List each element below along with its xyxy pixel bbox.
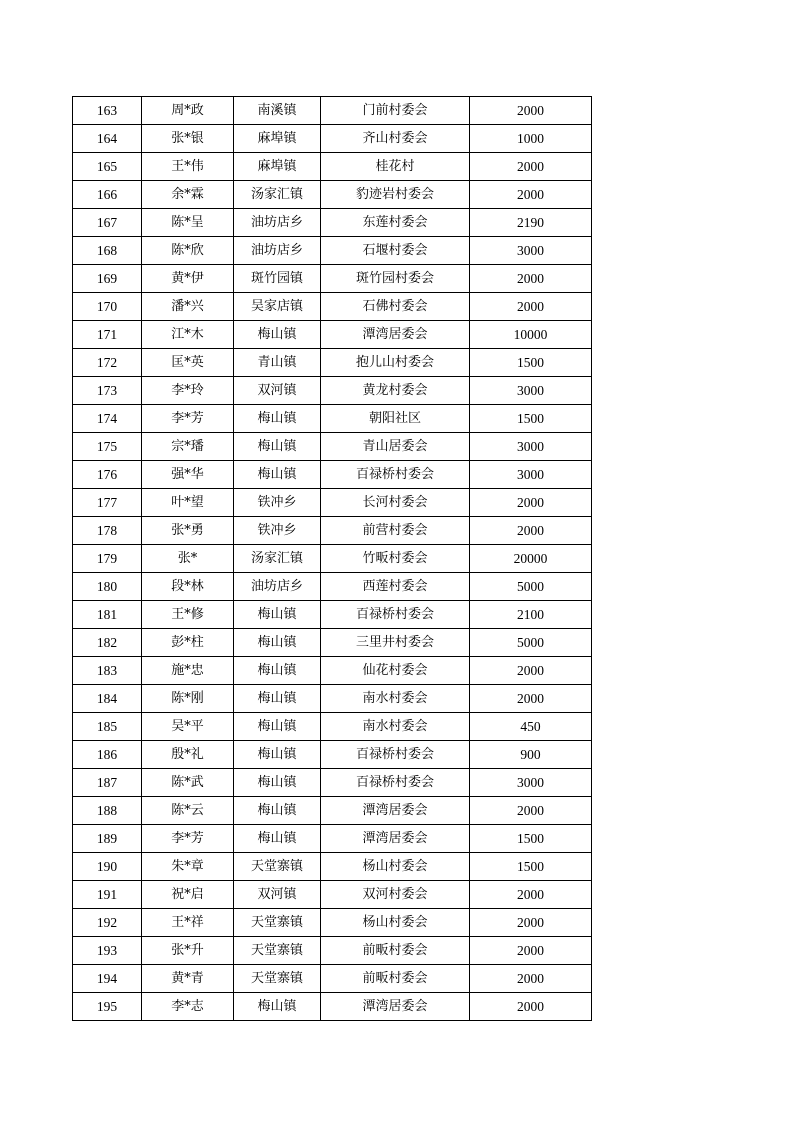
name-cell: 宗*璠: [142, 433, 234, 461]
town-cell: 梅山镇: [234, 685, 321, 713]
village-cell: 南水村委会: [321, 713, 470, 741]
name-cell: 祝*启: [142, 881, 234, 909]
table-row: [73, 769, 592, 797]
row-number-cell: 182: [73, 629, 142, 657]
table-row: [73, 545, 592, 573]
name-cell: 李*芳: [142, 405, 234, 433]
name-cell: 施*忠: [142, 657, 234, 685]
row-number-cell: 190: [73, 853, 142, 881]
amount-cell: 900: [470, 741, 592, 769]
town-cell: 梅山镇: [234, 657, 321, 685]
village-cell: 青山居委会: [321, 433, 470, 461]
town-cell: 双河镇: [234, 881, 321, 909]
name-cell: 陈*武: [142, 769, 234, 797]
table-row: [73, 209, 592, 237]
town-cell: 梅山镇: [234, 601, 321, 629]
name-cell: 李*志: [142, 993, 234, 1021]
town-cell: 梅山镇: [234, 405, 321, 433]
name-cell: 王*修: [142, 601, 234, 629]
town-cell: 油坊店乡: [234, 209, 321, 237]
row-number-cell: 168: [73, 237, 142, 265]
amount-cell: 3000: [470, 377, 592, 405]
amount-cell: 2190: [470, 209, 592, 237]
name-cell: 张*升: [142, 937, 234, 965]
table-row: [73, 881, 592, 909]
town-cell: 南溪镇: [234, 97, 321, 125]
amount-cell: 2000: [470, 489, 592, 517]
table-row: [73, 377, 592, 405]
name-cell: 王*伟: [142, 153, 234, 181]
name-cell: 周*政: [142, 97, 234, 125]
village-cell: 潭湾居委会: [321, 321, 470, 349]
name-cell: 江*木: [142, 321, 234, 349]
village-cell: 前畈村委会: [321, 937, 470, 965]
table-row: [73, 181, 592, 209]
row-number-cell: 191: [73, 881, 142, 909]
name-cell: 匡*英: [142, 349, 234, 377]
table-row: [73, 125, 592, 153]
name-cell: 张*: [142, 545, 234, 573]
village-cell: 三里井村委会: [321, 629, 470, 657]
row-number-cell: 194: [73, 965, 142, 993]
row-number-cell: 175: [73, 433, 142, 461]
table-row: [73, 573, 592, 601]
town-cell: 铁冲乡: [234, 489, 321, 517]
amount-cell: 2000: [470, 265, 592, 293]
row-number-cell: 184: [73, 685, 142, 713]
town-cell: 梅山镇: [234, 741, 321, 769]
row-number-cell: 180: [73, 573, 142, 601]
amount-cell: 2000: [470, 181, 592, 209]
row-number-cell: 172: [73, 349, 142, 377]
table-row: [73, 713, 592, 741]
amount-cell: 2000: [470, 965, 592, 993]
name-cell: 黄*青: [142, 965, 234, 993]
row-number-cell: 165: [73, 153, 142, 181]
village-cell: 桂花村: [321, 153, 470, 181]
table-row: [73, 237, 592, 265]
table-row: [73, 657, 592, 685]
table-body: [73, 97, 592, 1021]
town-cell: 油坊店乡: [234, 237, 321, 265]
table-row: [73, 741, 592, 769]
amount-cell: 2000: [470, 293, 592, 321]
name-cell: 张*银: [142, 125, 234, 153]
town-cell: 梅山镇: [234, 433, 321, 461]
row-number-cell: 189: [73, 825, 142, 853]
amount-cell: 1000: [470, 125, 592, 153]
town-cell: 天堂寨镇: [234, 965, 321, 993]
name-cell: 陈*刚: [142, 685, 234, 713]
table-row: [73, 517, 592, 545]
town-cell: 天堂寨镇: [234, 937, 321, 965]
town-cell: 斑竹园镇: [234, 265, 321, 293]
village-cell: 豹迹岩村委会: [321, 181, 470, 209]
amount-cell: 2000: [470, 881, 592, 909]
town-cell: 青山镇: [234, 349, 321, 377]
village-cell: 竹畈村委会: [321, 545, 470, 573]
village-cell: 百禄桥村委会: [321, 769, 470, 797]
table-row: [73, 797, 592, 825]
table-row: [73, 321, 592, 349]
table-row: [73, 909, 592, 937]
amount-cell: 5000: [470, 629, 592, 657]
village-cell: 潭湾居委会: [321, 797, 470, 825]
amount-cell: 2000: [470, 685, 592, 713]
table-row: [73, 853, 592, 881]
amount-cell: 2100: [470, 601, 592, 629]
amount-cell: 2000: [470, 993, 592, 1021]
village-cell: 杨山村委会: [321, 909, 470, 937]
table-row: [73, 97, 592, 125]
row-number-cell: 166: [73, 181, 142, 209]
name-cell: 李*玲: [142, 377, 234, 405]
village-cell: 仙花村委会: [321, 657, 470, 685]
table-row: [73, 153, 592, 181]
town-cell: 梅山镇: [234, 713, 321, 741]
name-cell: 彭*柱: [142, 629, 234, 657]
amount-cell: 1500: [470, 349, 592, 377]
town-cell: 麻埠镇: [234, 125, 321, 153]
amount-cell: 3000: [470, 461, 592, 489]
row-number-cell: 163: [73, 97, 142, 125]
amount-cell: 5000: [470, 573, 592, 601]
name-cell: 强*华: [142, 461, 234, 489]
table-row: [73, 993, 592, 1021]
village-cell: 百禄桥村委会: [321, 461, 470, 489]
row-number-cell: 169: [73, 265, 142, 293]
row-number-cell: 177: [73, 489, 142, 517]
amount-cell: 2000: [470, 937, 592, 965]
table-row: [73, 937, 592, 965]
village-cell: 南水村委会: [321, 685, 470, 713]
table-row: [73, 685, 592, 713]
town-cell: 梅山镇: [234, 825, 321, 853]
row-number-cell: 187: [73, 769, 142, 797]
row-number-cell: 186: [73, 741, 142, 769]
amount-cell: 3000: [470, 237, 592, 265]
amount-cell: 2000: [470, 97, 592, 125]
row-number-cell: 188: [73, 797, 142, 825]
row-number-cell: 193: [73, 937, 142, 965]
name-cell: 余*霖: [142, 181, 234, 209]
name-cell: 潘*兴: [142, 293, 234, 321]
town-cell: 麻埠镇: [234, 153, 321, 181]
table-row: [73, 601, 592, 629]
row-number-cell: 174: [73, 405, 142, 433]
village-cell: 百禄桥村委会: [321, 601, 470, 629]
name-cell: 黄*伊: [142, 265, 234, 293]
village-cell: 百禄桥村委会: [321, 741, 470, 769]
town-cell: 吴家店镇: [234, 293, 321, 321]
village-cell: 齐山村委会: [321, 125, 470, 153]
town-cell: 梅山镇: [234, 321, 321, 349]
town-cell: 梅山镇: [234, 993, 321, 1021]
name-cell: 张*勇: [142, 517, 234, 545]
town-cell: 汤家汇镇: [234, 181, 321, 209]
row-number-cell: 173: [73, 377, 142, 405]
amount-cell: 20000: [470, 545, 592, 573]
row-number-cell: 192: [73, 909, 142, 937]
table-row: [73, 433, 592, 461]
amount-cell: 10000: [470, 321, 592, 349]
row-number-cell: 195: [73, 993, 142, 1021]
donation-table: [72, 96, 592, 1021]
table-row: [73, 265, 592, 293]
village-cell: 西莲村委会: [321, 573, 470, 601]
name-cell: 朱*章: [142, 853, 234, 881]
amount-cell: 3000: [470, 433, 592, 461]
town-cell: 油坊店乡: [234, 573, 321, 601]
row-number-cell: 183: [73, 657, 142, 685]
name-cell: 殷*礼: [142, 741, 234, 769]
table-row: [73, 461, 592, 489]
amount-cell: 2000: [470, 657, 592, 685]
name-cell: 陈*云: [142, 797, 234, 825]
row-number-cell: 181: [73, 601, 142, 629]
name-cell: 陈*呈: [142, 209, 234, 237]
amount-cell: 450: [470, 713, 592, 741]
amount-cell: 1500: [470, 825, 592, 853]
table-row: [73, 629, 592, 657]
village-cell: 朝阳社区: [321, 405, 470, 433]
village-cell: 斑竹园村委会: [321, 265, 470, 293]
amount-cell: 3000: [470, 769, 592, 797]
town-cell: 汤家汇镇: [234, 545, 321, 573]
village-cell: 黄龙村委会: [321, 377, 470, 405]
village-cell: 潭湾居委会: [321, 993, 470, 1021]
amount-cell: 1500: [470, 405, 592, 433]
row-number-cell: 179: [73, 545, 142, 573]
table-row: [73, 405, 592, 433]
town-cell: 梅山镇: [234, 797, 321, 825]
row-number-cell: 171: [73, 321, 142, 349]
amount-cell: 1500: [470, 853, 592, 881]
table-row: [73, 489, 592, 517]
town-cell: 梅山镇: [234, 769, 321, 797]
village-cell: 石堰村委会: [321, 237, 470, 265]
table-row: [73, 293, 592, 321]
town-cell: 梅山镇: [234, 461, 321, 489]
town-cell: 天堂寨镇: [234, 853, 321, 881]
village-cell: 前营村委会: [321, 517, 470, 545]
name-cell: 王*祥: [142, 909, 234, 937]
name-cell: 李*芳: [142, 825, 234, 853]
table-row: [73, 965, 592, 993]
town-cell: 天堂寨镇: [234, 909, 321, 937]
row-number-cell: 170: [73, 293, 142, 321]
village-cell: 杨山村委会: [321, 853, 470, 881]
amount-cell: 2000: [470, 517, 592, 545]
name-cell: 叶*望: [142, 489, 234, 517]
village-cell: 东莲村委会: [321, 209, 470, 237]
village-cell: 抱儿山村委会: [321, 349, 470, 377]
village-cell: 双河村委会: [321, 881, 470, 909]
village-cell: 潭湾居委会: [321, 825, 470, 853]
village-cell: 长河村委会: [321, 489, 470, 517]
row-number-cell: 176: [73, 461, 142, 489]
name-cell: 段*林: [142, 573, 234, 601]
row-number-cell: 167: [73, 209, 142, 237]
name-cell: 吴*平: [142, 713, 234, 741]
amount-cell: 2000: [470, 153, 592, 181]
village-cell: 门前村委会: [321, 97, 470, 125]
town-cell: 梅山镇: [234, 629, 321, 657]
row-number-cell: 164: [73, 125, 142, 153]
amount-cell: 2000: [470, 909, 592, 937]
row-number-cell: 178: [73, 517, 142, 545]
town-cell: 铁冲乡: [234, 517, 321, 545]
village-cell: 石佛村委会: [321, 293, 470, 321]
row-number-cell: 185: [73, 713, 142, 741]
table-row: [73, 825, 592, 853]
amount-cell: 2000: [470, 797, 592, 825]
town-cell: 双河镇: [234, 377, 321, 405]
table-row: [73, 349, 592, 377]
village-cell: 前畈村委会: [321, 965, 470, 993]
name-cell: 陈*欣: [142, 237, 234, 265]
